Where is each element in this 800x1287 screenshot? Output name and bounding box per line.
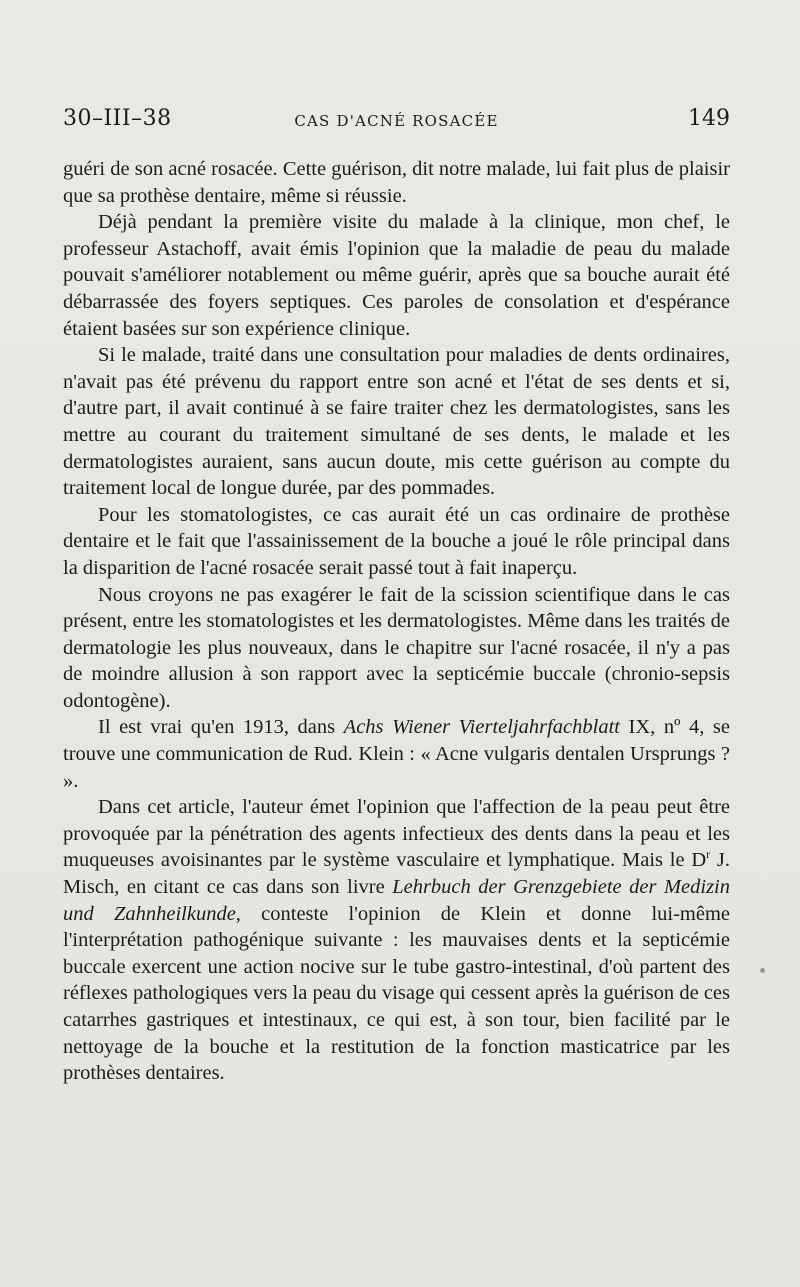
paper-speck [760,968,765,973]
paragraph-4: Pour les stomatologistes, ce cas aurait été un cas ordinaire de prothèse dentaire et le fait que l'assainissement de la bouche a joué le rôle principal dans la disparition de l'acné rosacée serait passé tout à fait inaperçu. [63,503,730,579]
page-header [63,106,730,136]
paragraph-7-text-b: J. Misch, en citant ce cas dans son livre [63,849,731,899]
doctor-abbrev-sup: r [706,847,711,862]
paragraph-5: Nous croyons ne pas exagérer le fait de la scission scientifique dans le cas présent, entre les stomatologistes et les dermatologistes. Même dans les traités de dermatologie les plus nouveaux, dans le chapitre sur l'acné rosacée, il n'y a pas de moindre allusion à son rapport avec la septicémie buccale (chronio-sepsis odontogène). [63,583,730,712]
book-title: Lehrbuch der Grenzgebiete der Medizin und Zahnheilkunde, [63,876,730,925]
paragraph-7 [63,794,730,1087]
paragraph-7-text-a: Dans cet article, l'auteur émet l'opinion que l'affection de la peau peut être provoquée par la pénétration des agents infectieux des dents dans la peau et les muqueuses avoisinantes par le système vasculaire et lymphatique. Mais le D [63,796,730,872]
paragraph-7-text-c: conteste l'opinion de Klein et donne lui-même l'interprétation pathogénique suivante : les mauvaises dents et la septicémie buccale exercent une action nocive sur le tube gastro-intestinal, d'où partent des réflexes pathologiques vers la peau du visage qui cessent après la guérison de ces catarrhes gastriques et intestinaux, ce qui est, à son tour, bien facilité par le nettoyage de la bouche et la restitution de la fonction masticatrice par les prothèses dentaires. [63,902,730,1085]
running-title: CAS D'ACNÉ ROSACÉE [294,112,499,130]
header-date: 30–III–38 [63,106,172,131]
paragraph-6 [63,714,730,794]
paragraph-1: guéri de son acné rosacée. Cette guérison, dit notre malade, lui fait plus de plaisir que sa prothèse dentaire, même si réussie. [63,158,730,207]
journal-title: Achs Wiener Vierteljahrfachblatt [343,716,620,739]
page-number: 149 [688,106,730,131]
paragraph-6-text-a: Il est vrai qu'en 1913, dans [98,716,344,739]
body-text [63,156,730,1087]
paragraph-6-text-b: IX, nº 4, se trouve une communication de Rud. Klein : « Acne vulgaris dentalen Ursprungs ? ». [63,716,730,792]
paragraph-3: Si le malade, traité dans une consultation pour maladies de dents ordinaires, n'avait pas été prévenu du rapport entre son acné et l'état de ses dents et si, d'autre part, il avait continué à se faire traiter chez les dermatologistes, sans les mettre au courant du traitement simultané de ses dents, le malade et les dermatologistes auraient, sans aucun doute, mis cette guérison au compte du traitement local de longue durée, par des pommades. [63,344,730,500]
paragraph-2: Déjà pendant la première visite du malade à la clinique, mon chef, le professeur Astachoff, avait émis l'opinion que la maladie de peau du malade pouvait s'améliorer notablement ou même guérir, après que sa bouche aurait été débarrassée des foyers septiques. Ces paroles de consolation et d'espérance étaient basées sur son expérience clinique. [63,211,730,340]
